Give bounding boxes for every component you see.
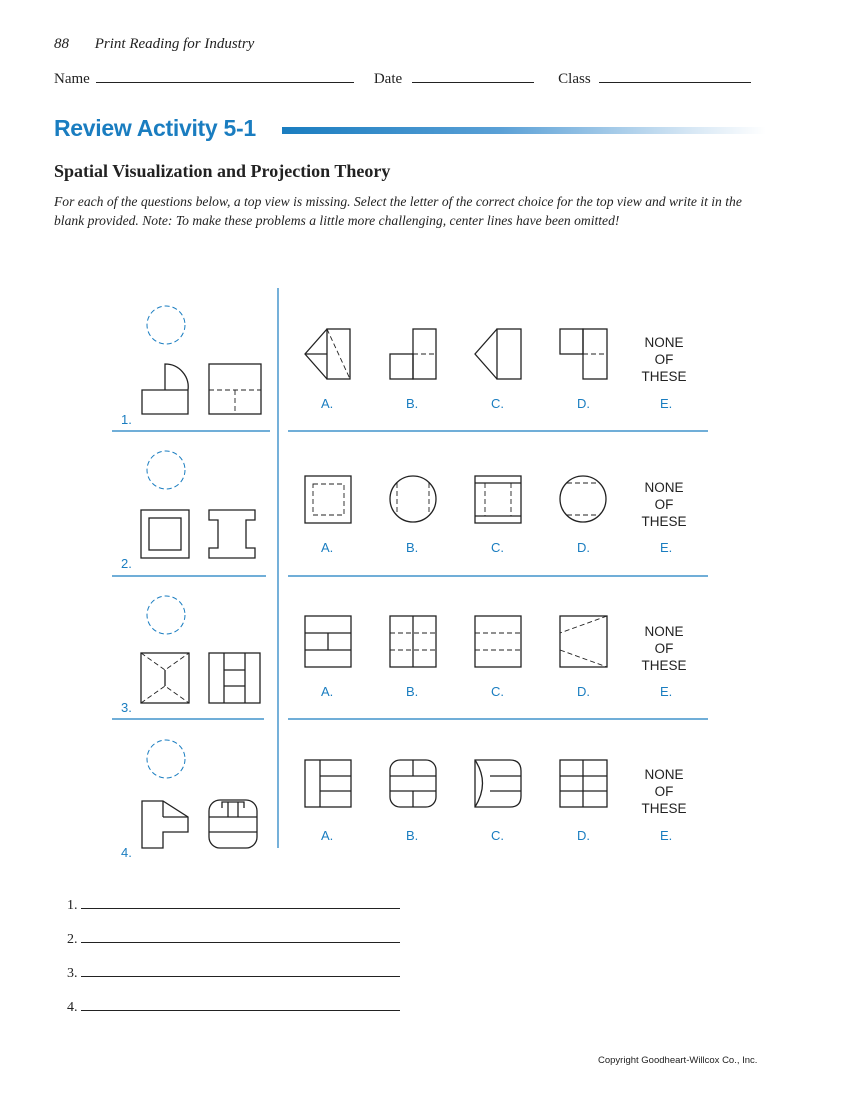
- choice-label-c[interactable]: C.: [491, 396, 504, 411]
- none-of-these: NONE OF THESE: [641, 480, 687, 529]
- choice-label-a[interactable]: A.: [321, 828, 334, 843]
- choice-b-view: [390, 329, 436, 379]
- answer-blank[interactable]: [81, 932, 400, 943]
- side-view: [209, 510, 255, 558]
- choice-d-view: [560, 329, 607, 379]
- missing-top-view-circle: [147, 451, 185, 489]
- problem-2-given-views: [141, 451, 255, 558]
- name-label: Name: [54, 71, 90, 87]
- book-title: Print Reading for Industry: [94, 36, 255, 52]
- front-view: [142, 364, 188, 414]
- choice-label-e[interactable]: E.: [660, 684, 673, 699]
- choice-label-a[interactable]: A.: [321, 540, 334, 555]
- answer-line-3[interactable]: [67, 966, 400, 982]
- answer-blank[interactable]: [81, 1000, 400, 1011]
- class-label: Class: [558, 71, 591, 87]
- none-of-these: NONE OF THESE: [641, 335, 687, 384]
- problem-1-given-views: [142, 306, 261, 414]
- problem-3-choices: [305, 616, 607, 667]
- choice-label-b[interactable]: B.: [406, 684, 419, 699]
- choice-label-b[interactable]: B.: [406, 396, 419, 411]
- choice-a-view: [305, 476, 351, 523]
- choice-b-view: [390, 476, 436, 522]
- problem-number: 2.: [121, 556, 132, 571]
- none-of-these: NONE OF THESE: [641, 624, 687, 673]
- none-of-these: NONE OF THESE: [641, 767, 687, 816]
- choice-d-view: [560, 760, 607, 807]
- choice-label-e[interactable]: E.: [660, 540, 673, 555]
- choice-d-view: [560, 616, 607, 667]
- problem-3-given-views: [141, 596, 260, 703]
- choice-a-view: [305, 760, 351, 807]
- choice-c-view: [475, 760, 521, 807]
- front-view: [142, 801, 188, 848]
- choice-b-view: [390, 760, 436, 807]
- missing-top-view-circle: [147, 740, 185, 778]
- choice-label-c[interactable]: C.: [491, 684, 504, 699]
- front-view: [141, 510, 189, 558]
- choice-label-b[interactable]: B.: [406, 828, 419, 843]
- choice-label-b[interactable]: B.: [406, 540, 419, 555]
- problem-number: 1.: [121, 412, 132, 427]
- choice-label-a[interactable]: A.: [321, 684, 334, 699]
- answer-blank[interactable]: [81, 966, 400, 977]
- answer-blank[interactable]: [81, 898, 400, 909]
- choice-c-view: [475, 329, 521, 379]
- problem-4-choices: [305, 760, 607, 807]
- side-view: [209, 800, 257, 848]
- choice-label-d[interactable]: D.: [577, 396, 590, 411]
- answer-number: 3.: [67, 966, 78, 981]
- activity-title: Review Activity 5-1: [54, 115, 256, 141]
- choice-c-view: [475, 476, 521, 523]
- copyright-notice: Copyright Goodheart-Willcox Co., Inc.: [598, 1055, 758, 1066]
- problem-1-choices: [305, 329, 607, 379]
- choice-b-view: [390, 616, 436, 667]
- choice-label-e[interactable]: E.: [660, 828, 673, 843]
- choice-label-d[interactable]: D.: [577, 540, 590, 555]
- choice-label-e[interactable]: E.: [660, 396, 673, 411]
- side-view: [209, 653, 260, 703]
- problem-number: 3.: [121, 700, 132, 715]
- answer-number: 4.: [67, 1000, 78, 1015]
- instructions: For each of the questions below, a top view is missing. Select the letter of the correct choice for the top view and write it in the blank provided. Note: To make these problems a little more challenging, center lines have been omitted!: [54, 194, 742, 228]
- answer-line-2[interactable]: [67, 932, 400, 948]
- choice-label-c[interactable]: C.: [491, 540, 504, 555]
- activity-subtitle: Spatial Visualization and Projection Theory: [54, 161, 391, 181]
- choice-c-view: [475, 616, 521, 667]
- front-view: [141, 653, 189, 703]
- missing-top-view-circle: [147, 596, 185, 634]
- choice-label-d[interactable]: D.: [577, 828, 590, 843]
- choice-a-view: [305, 329, 350, 379]
- date-label: Date: [373, 71, 403, 87]
- missing-top-view-circle: [147, 306, 185, 344]
- choice-label-d[interactable]: D.: [577, 684, 590, 699]
- answer-number: 2.: [67, 932, 78, 947]
- choice-a-view: [305, 616, 351, 667]
- choice-d-view: [560, 476, 606, 522]
- answer-number: 1.: [67, 898, 78, 913]
- problem-4-given-views: [142, 740, 257, 848]
- answer-line-1[interactable]: [67, 898, 400, 914]
- page-number: 88: [54, 36, 69, 52]
- answer-line-4[interactable]: [67, 1000, 400, 1016]
- problem-2-choices: [305, 476, 606, 523]
- choice-label-c[interactable]: C.: [491, 828, 504, 843]
- choice-label-a[interactable]: A.: [321, 396, 334, 411]
- problem-number: 4.: [121, 845, 132, 860]
